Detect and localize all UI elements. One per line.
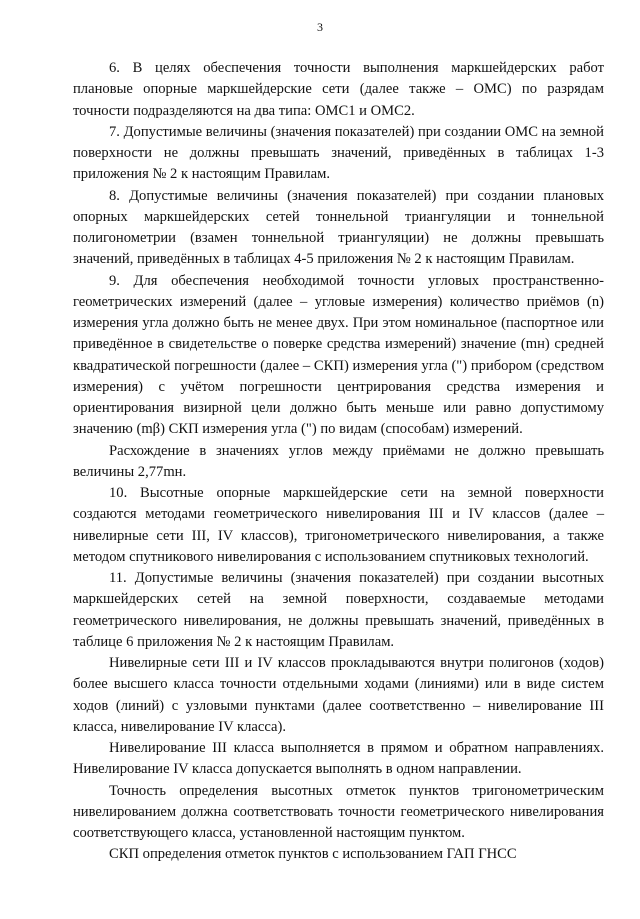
paragraph-11-trig-accuracy: Точность определения высотных отметок пунктов тригонометрическим нивелированием должна соответствовать точности геометрического нивелирования соответствующего класса, установленной настоящим пунктом.: [73, 782, 604, 841]
paragraph-11-gnss: СКП определения отметок пунктов с использованием ГАП ГНСС: [109, 846, 517, 863]
paragraph-11: 11. Допустимые величины (значения показателей) при создании высотных маркшейдерских сетей на земной поверхности, создаваемые методами геометрического нивелирования, не должны превышать значений, приведённых в таблице 6 приложения № 2 к настоящим Правилам.: [73, 570, 604, 650]
paragraph-9-discrepancy: Расхождение в значениях углов между приёмами не должно превышать величины 2,77mн.: [73, 442, 604, 480]
paragraph-11-leveling-networks: Нивелирные сети III и IV классов прокладываются внутри полигонов (ходов) более высшего класса точности отдельными ходами (линиями) или в виде систем ходов (линий) с узловыми пунктами (далее соответственно – нивелирование III класса, нивелирование IV класса).: [73, 655, 604, 735]
paragraph-8: 8. Допустимые величины (значения показателей) при создании плановых опорных маркшейдерских сетей тоннельной триангуляции и тоннельной полигонометрии (взамен тоннельной триангуляции) не должны превышать значений, приведённых в таблицах 4-5 приложения № 2 к настоящим Правилам.: [73, 187, 604, 268]
paragraph-6: 6. В целях обеспечения точности выполнения маркшейдерских работ плановые опорные маркшейдерские сети (далее также – ОМС) по разрядам точности подразделяются на два типа: ОМС1 и ОМС2.: [73, 60, 604, 119]
document-body: [73, 58, 604, 866]
paragraph-7: 7. Допустимые величины (значения показателей) при создании ОМС на земной поверхности не должны превышать значений, приведённых в таблицах 1-3 приложения № 2 к настоящим Правилам.: [73, 123, 604, 183]
page-number: 3: [317, 20, 323, 34]
paragraph-11-leveling-directions: Нивелирование III класса выполняется в прямом и обратном направлениях. Нивелирование IV класса допускается выполнять в одном направлении.: [73, 740, 604, 778]
paragraph-9: 9. Для обеспечения необходимой точности угловых пространственно-геометрических измерений (далее – угловые измерения) количество приёмов (n) измерения угла должно быть не менее двух. При этом номинальное (паспортное или приведённое в свидетельстве о поверке средства измерений) значение (mн) средней квадратической погрешности (далее – СКП) измерения угла (") прибором (средством измерения) с учётом погрешности центрирования средства измерения и ориентирования визирной цели должно быть меньше или равно допустимому значению (mβ) СКП измерения угла (") по видам (способам) измерений.: [73, 272, 604, 438]
paragraph-10: 10. Высотные опорные маркшейдерские сети на земной поверхности создаются методами геометрического нивелирования III и IV классов (далее – нивелирные сети III, IV классов), тригонометрического нивелирования, а также методом спутникового нивелирования с использованием спутниковых технологий.: [73, 485, 604, 565]
